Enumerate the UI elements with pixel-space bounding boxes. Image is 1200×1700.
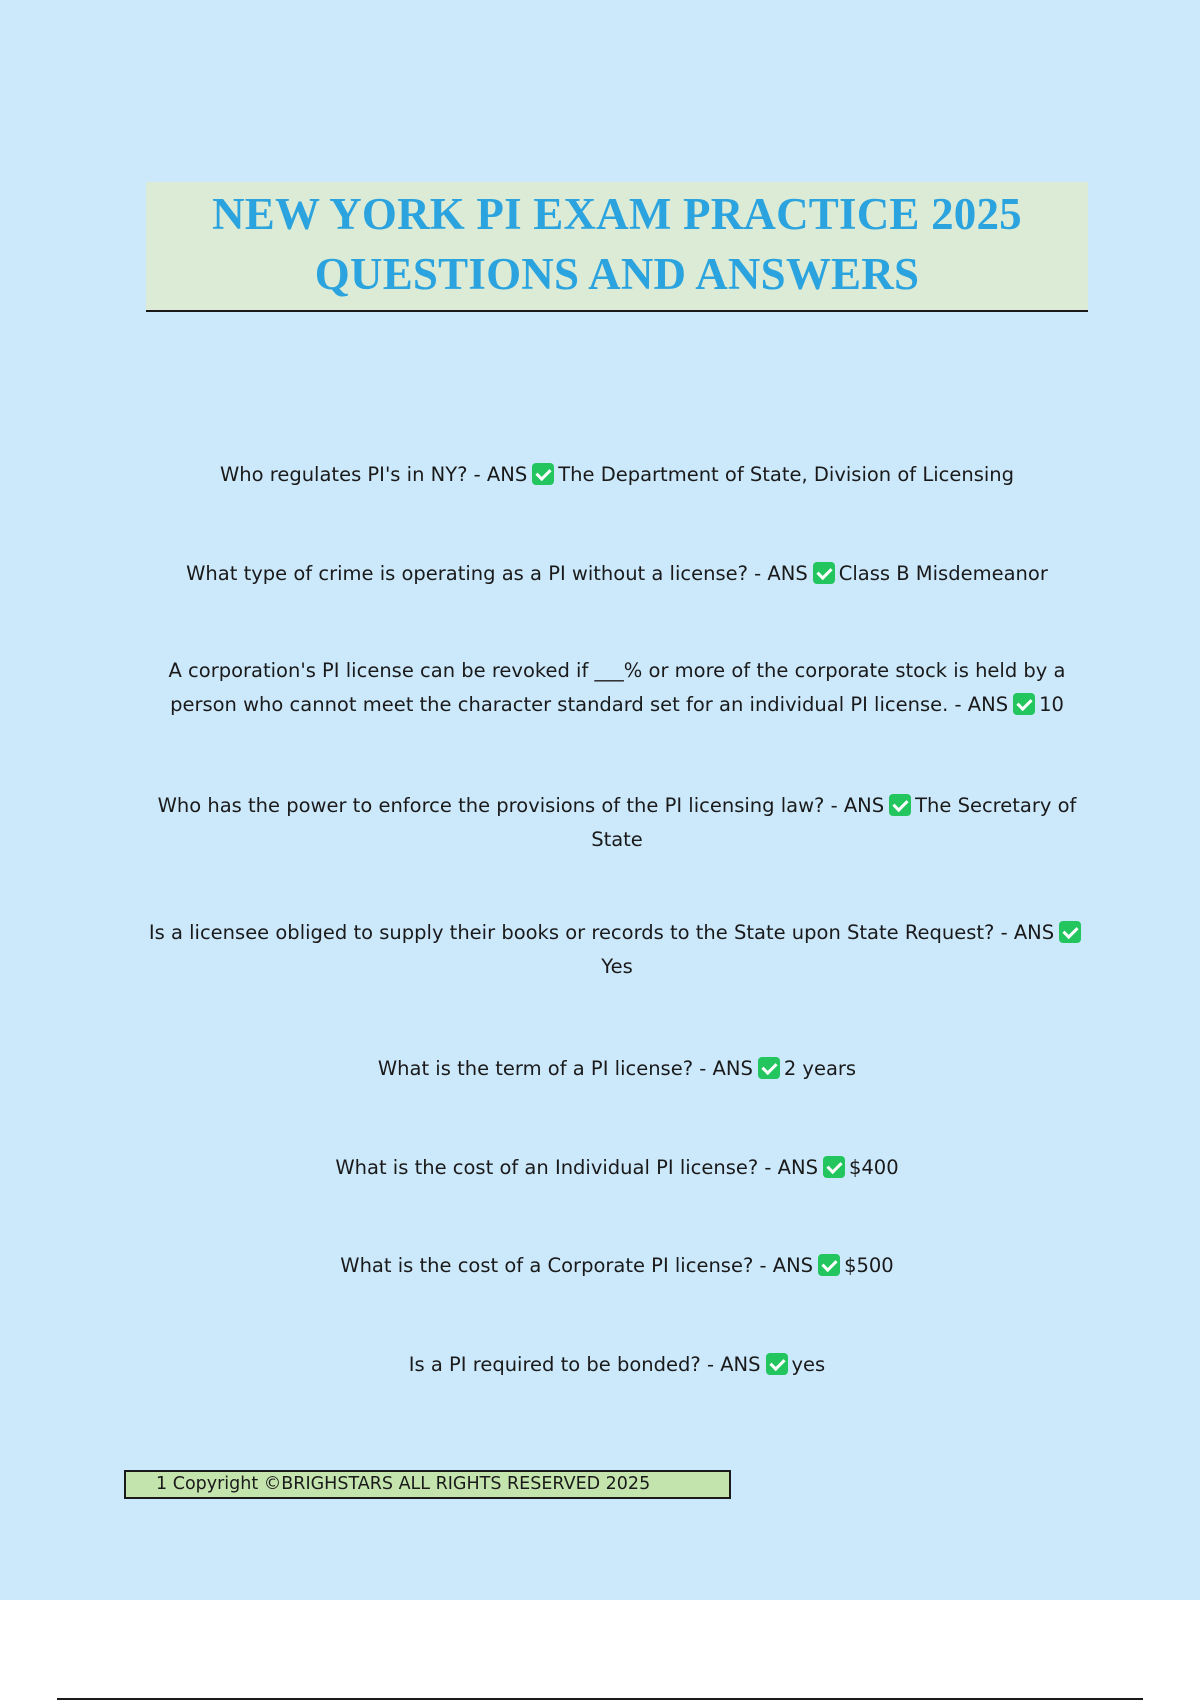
green-checkmark-icon: [889, 794, 911, 816]
qa-item-9: [145, 1348, 1089, 1382]
question-text: A corporation's PI license can be revoked if ___% or more of the corporate stock is held by a person who cannot meet the character standard set for an individual PI license. -: [168, 659, 1066, 716]
answer-marker: ANS: [777, 1156, 818, 1179]
answer-text: $400: [848, 1156, 899, 1179]
copyright-footer: [124, 1470, 731, 1499]
answer-marker: ANS: [720, 1353, 761, 1376]
green-checkmark-icon: [1013, 693, 1035, 715]
answer-marker: ANS: [967, 693, 1009, 716]
green-checkmark-icon: [1059, 921, 1081, 943]
green-checkmark-icon: [813, 562, 835, 584]
question-text: Is a PI required to be bonded? -: [408, 1353, 714, 1376]
question-text: What is the cost of an Individual PI license? -: [335, 1156, 772, 1179]
copyright-text: Copyright ©BRIGHSTARS ALL RIGHTS RESERVED 2025: [172, 1474, 651, 1494]
answer-marker: ANS: [767, 562, 808, 585]
answer-text: 10: [1039, 693, 1064, 716]
green-checkmark-icon: [766, 1353, 788, 1375]
question-text: Who regulates PI's in NY? -: [219, 463, 481, 486]
question-text: What is the term of a PI license? -: [377, 1057, 707, 1080]
qa-item-1: [145, 458, 1089, 492]
qa-item-3: [145, 654, 1089, 722]
green-checkmark-icon: [758, 1057, 780, 1079]
qa-item-2: [145, 557, 1089, 591]
answer-text: The Secretary of State: [591, 794, 1077, 851]
answer-text: 2 years: [783, 1057, 857, 1080]
qa-item-4: [145, 789, 1089, 857]
answer-text: $500: [844, 1254, 894, 1277]
answer-marker: ANS: [712, 1057, 753, 1080]
green-checkmark-icon: [818, 1254, 840, 1276]
title-banner: [146, 182, 1088, 312]
qa-item-5: [145, 916, 1089, 984]
answer-marker: ANS: [1013, 921, 1055, 944]
green-checkmark-icon: [532, 463, 554, 485]
green-checkmark-icon: [823, 1156, 845, 1178]
answer-marker: ANS: [486, 463, 528, 486]
answer-text: Class B Misdemeanor: [838, 562, 1048, 585]
question-text: What is the cost of a Corporate PI license? -: [340, 1254, 767, 1277]
answer-marker: ANS: [843, 794, 885, 817]
answer-text: Yes: [601, 955, 633, 978]
page-title-line-1: NEW YORK PI EXAM PRACTICE 2025: [212, 189, 1022, 239]
question-text: Who has the power to enforce the provisions of the PI licensing law? -: [157, 794, 838, 817]
answer-text: The Department of State, Division of Licensing: [558, 463, 1015, 486]
qa-item-7: [145, 1151, 1089, 1185]
qa-item-6: [145, 1052, 1089, 1086]
question-text: What type of crime is operating as a PI without a license? -: [186, 562, 762, 585]
answer-marker: ANS: [772, 1254, 814, 1277]
page-number: 1: [156, 1474, 168, 1494]
answer-text: yes: [791, 1353, 826, 1376]
qa-item-8: [145, 1249, 1089, 1283]
page-title-line-2: QUESTIONS AND ANSWERS: [314, 249, 920, 299]
question-text: Is a licensee obliged to supply their books or records to the State upon State Request? -: [148, 921, 1008, 944]
